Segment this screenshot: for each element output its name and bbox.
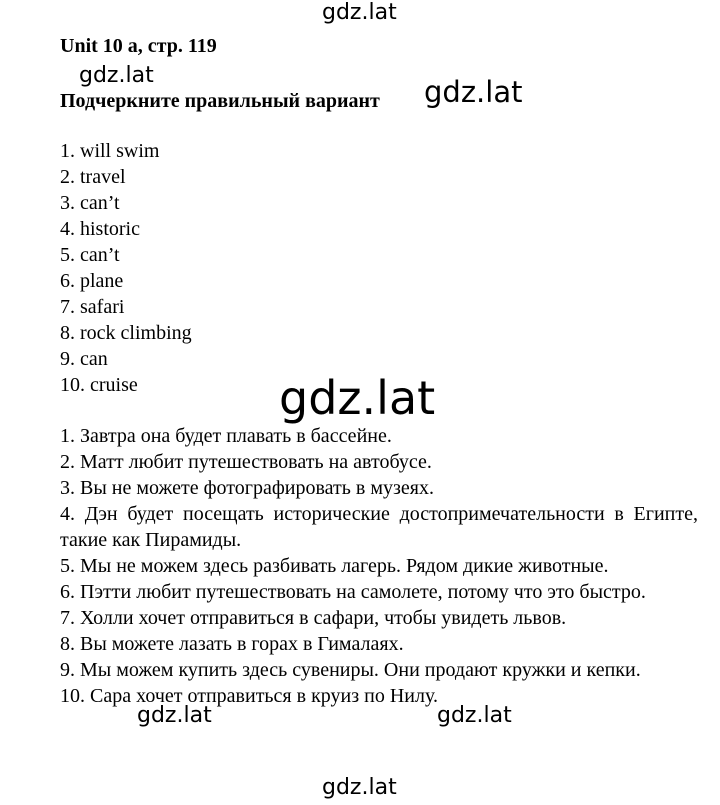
watermark-top: gdz.lat bbox=[322, 0, 397, 25]
answer-item: 3. can’t bbox=[60, 192, 120, 214]
translation-item: 4. Дэн будет посещать исторические достопримечательности в Египте, такие как Пирамиды. bbox=[60, 503, 698, 551]
answer-item: 4. historic bbox=[60, 218, 140, 240]
answers-list bbox=[60, 139, 192, 399]
translation-item: 3. Вы не можете фотографировать в музеях. bbox=[60, 477, 434, 499]
watermark-under-title: gdz.lat bbox=[79, 63, 154, 88]
answer-item: 1. will swim bbox=[60, 140, 160, 162]
watermark-lower-left: gdz.lat bbox=[137, 703, 212, 728]
translation-item: 1. Завтра она будет плавать в бассейне. bbox=[60, 425, 392, 447]
watermark-lower-right: gdz.lat bbox=[437, 703, 512, 728]
translation-item: 2. Матт любит путешествовать на автобусе. bbox=[60, 451, 432, 473]
watermark-next-to-subtitle: gdz.lat bbox=[424, 75, 523, 109]
answer-item: 7. safari bbox=[60, 296, 125, 318]
answer-item: 5. can’t bbox=[60, 244, 120, 266]
translation-item: 7. Холли хочет отправиться в сафари, чтобы увидеть львов. bbox=[60, 607, 567, 629]
answer-item: 8. rock climbing bbox=[60, 322, 192, 344]
page-title: Unit 10 a, стр. 119 bbox=[60, 35, 217, 57]
answer-item: 9. can bbox=[60, 348, 108, 370]
watermark-bottom: gdz.lat bbox=[322, 775, 397, 800]
answer-item: 10. cruise bbox=[60, 374, 138, 396]
answer-item: 6. plane bbox=[60, 270, 124, 292]
translation-item: 6. Пэтти любит путешествовать на самолете, потому что это быстро. bbox=[60, 581, 646, 603]
watermark-center: gdz.lat bbox=[279, 371, 436, 425]
translation-item: 5. Мы не можем здесь разбивать лагерь. Рядом дикие животные. bbox=[60, 555, 609, 577]
answer-item: 2. travel bbox=[60, 166, 126, 188]
translation-item: 8. Вы можете лазать в горах в Гималаях. bbox=[60, 633, 404, 655]
translation-item: 10. Сара хочет отправиться в круиз по Нилу. bbox=[60, 685, 438, 707]
exercise-instruction: Подчеркните правильный вариант bbox=[60, 90, 380, 112]
translations-list bbox=[60, 423, 698, 709]
translation-item: 9. Мы можем купить здесь сувениры. Они продают кружки и кепки. bbox=[60, 659, 641, 681]
